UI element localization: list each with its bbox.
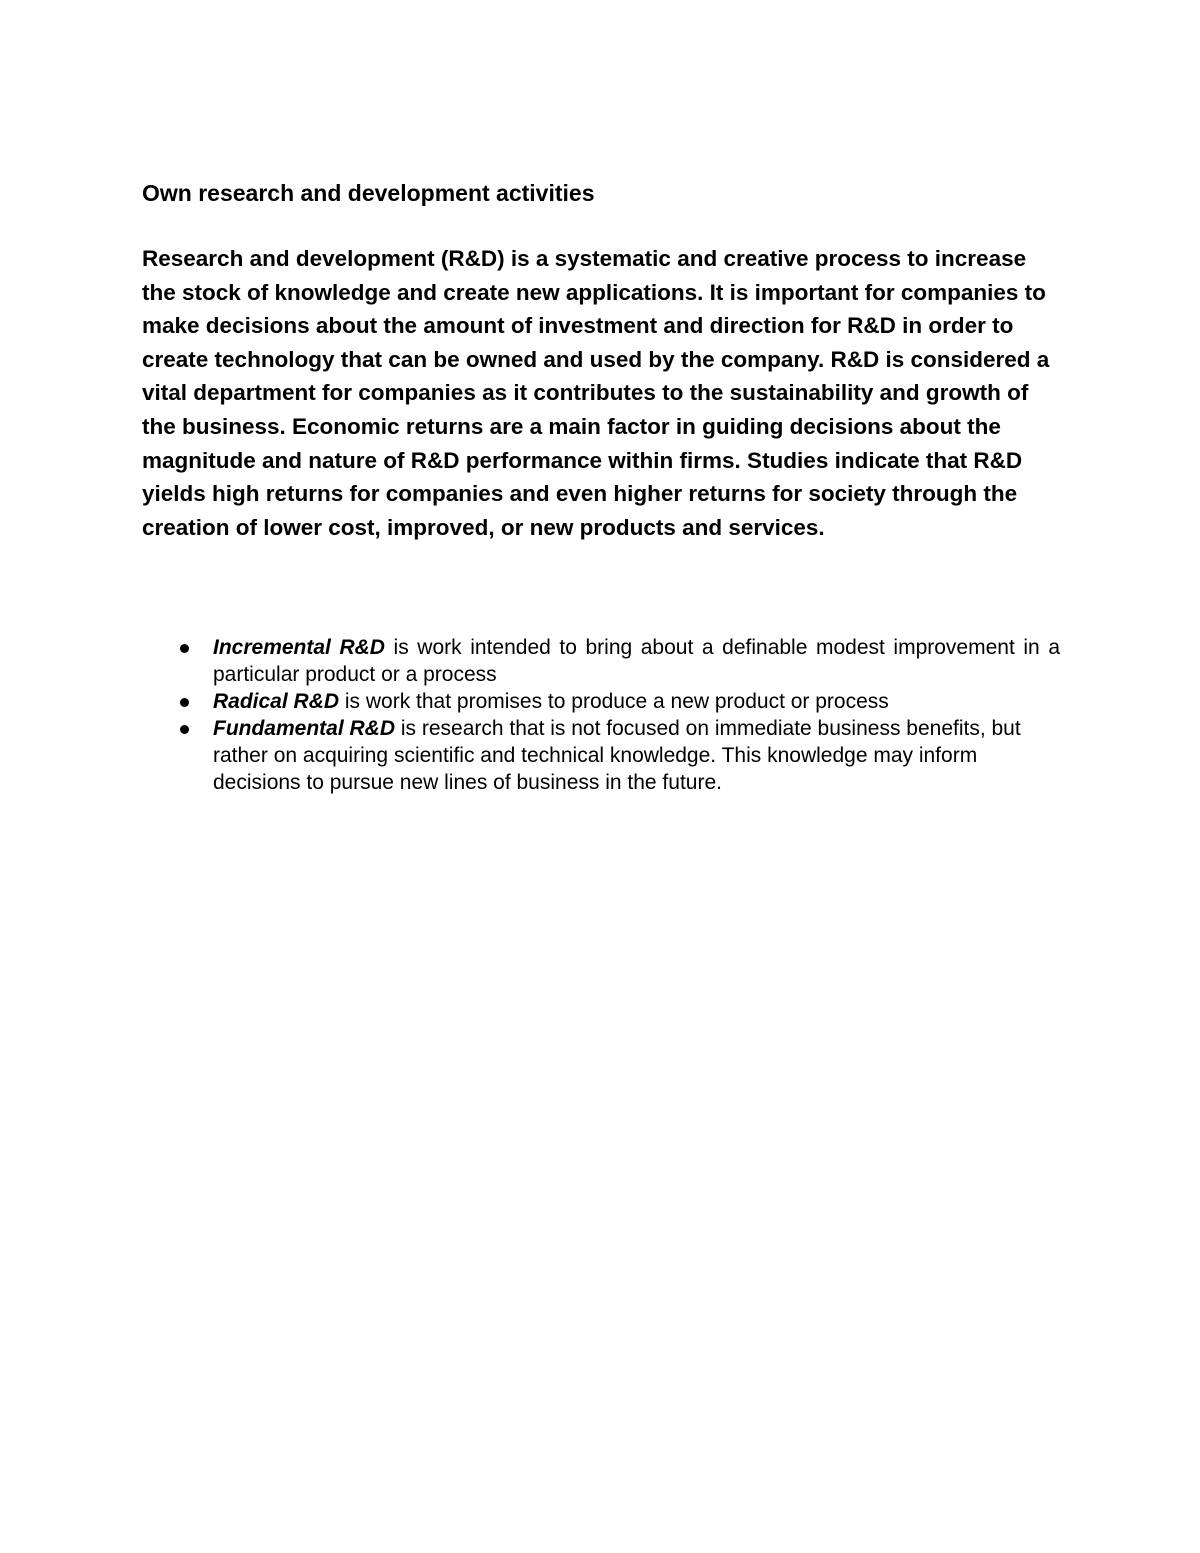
list-item-fundamental xyxy=(160,715,1060,796)
bullet-icon xyxy=(180,698,189,707)
rd-types-list xyxy=(160,634,1060,796)
list-item-radical xyxy=(160,688,1060,715)
bullet-text: is work intended to bring about a definable modest improvement in a particular product or a process xyxy=(213,636,1060,686)
bullet-icon xyxy=(180,644,189,653)
bullet-term: Radical R&D xyxy=(213,690,340,713)
bullet-term: Incremental R&D xyxy=(213,636,385,659)
list-item-incremental xyxy=(160,634,1060,688)
body-paragraph: Research and development (R&D) is a systematic and creative process to increase the stock of knowledge and create new applications. It is important for companies to make decisions about the amount of investment and direction for R&D in order to create technology that can be owned and used by the company. R&D is considered a vital department for companies as it contributes to the sustainability and growth of the business. Economic returns are a main factor in guiding decisions about the magnitude and nature of R&D performance within firms. Studies indicate that R&D yields high returns for companies and even higher returns for society through the creation of lower cost, improved, or new products and services. xyxy=(142,246,1050,540)
bullet-term: Fundamental R&D xyxy=(213,717,396,740)
bullet-text: is research that is not focused on immediate business benefits, but rather on acquiring scientific and technical knowledge. This knowledge may inform decisions to pursue new lines of business in the future. xyxy=(213,717,1021,794)
section-heading: Own research and development activities xyxy=(142,180,595,206)
bullet-text: is work that promises to produce a new product or process xyxy=(339,690,889,713)
bullet-icon xyxy=(180,725,189,734)
